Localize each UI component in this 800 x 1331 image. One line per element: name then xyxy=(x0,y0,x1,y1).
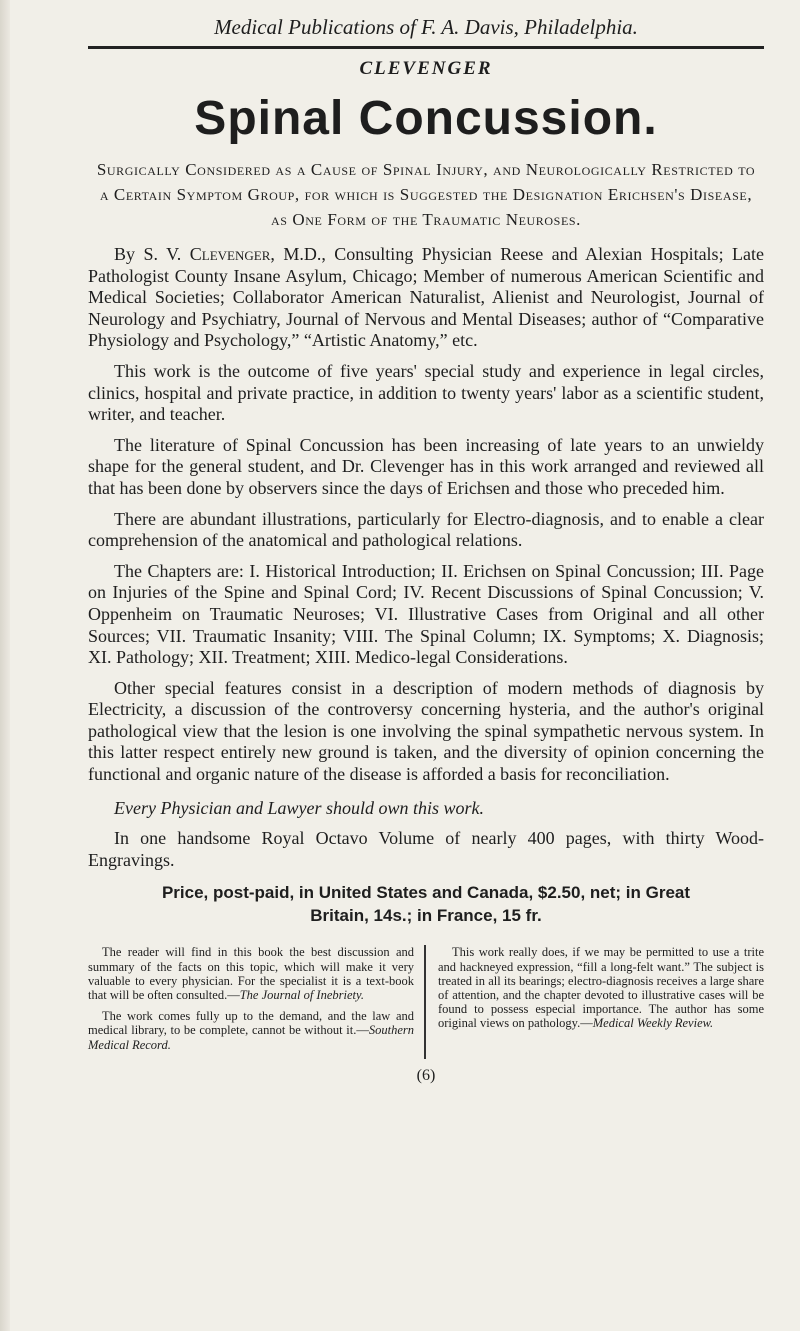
header-rule xyxy=(88,46,764,49)
recommendation-line: Every Physician and Lawyer should own this work. xyxy=(114,797,484,818)
review-source: Medical Weekly Review. xyxy=(592,1016,714,1031)
review-source: Southern Medical Record. xyxy=(88,1023,414,1052)
running-head: Medical Publications of F. A. Davis, Philadelphia. xyxy=(214,15,638,39)
review-source: The Journal of Inebriety. xyxy=(239,988,364,1003)
review-text: This work really does, if we may be permitted to use a trite and hackneyed expression, “fill a long-felt want.” The subject is treated in all its bearings; electro-diagnosis receives a large share of attention, and the chapter devoted to illustrative cases will be found to possess especial importance. The author has some original views on pathology.— xyxy=(438,945,764,1031)
byline-prefix: By S. V. xyxy=(114,244,190,264)
paragraph: This work is the outcome of five years' special study and experience in legal circles, clinics, hospital and private practice, in addition to twenty years' labor as a scientific student, writer, and teacher. xyxy=(88,360,764,425)
review-text: The reader will find in this book the best discussion and summary of the facts on this topic, which will make it very valuable to every physician. For the specialist it is a text-book that will be often consulted.— xyxy=(88,945,414,1003)
reviews-left-column xyxy=(88,945,426,1058)
author-heading: CLEVENGER xyxy=(359,58,493,79)
page-number: (6) xyxy=(416,1066,436,1084)
price-line: Price, post-paid, in United States and Canada, $2.50, net; in Great xyxy=(161,883,691,903)
byline-author: Clevenger xyxy=(189,244,271,264)
book-title: Spinal Concussion. xyxy=(194,92,658,145)
price-block xyxy=(88,881,764,927)
byline-credentials: , M.D., Consulting Physician Reese and Alexian Hospitals; Late Pathologist County Insane Asylum, Chicago; Member of numerous American Scientific and Medical Societies; Collaborator American Naturalist, Alienist and Neurologist, Journal of Neurology and Psychiatry, Journal of Nervous and Mental Diseases; author of “Comparative Physiology and Psychology,” “Artistic Anatomy,” etc. xyxy=(88,244,765,351)
page-binding-edge xyxy=(0,0,10,1331)
reviews-right-column xyxy=(426,945,764,1058)
description-body xyxy=(88,244,764,871)
review-quote xyxy=(88,945,414,1002)
review-quote xyxy=(88,1009,414,1052)
advertisement-page xyxy=(88,0,764,1085)
paragraph: There are abundant illustrations, particularly for Electro-diagnosis, and to enable a clear comprehension of the anatomical and pathological relations. xyxy=(88,508,764,551)
price-line: Britain, 14s.; in France, 15 fr. xyxy=(310,906,542,926)
book-subtitle: Surgically Considered as a Cause of Spinal Injury, and Neurologically Restricted to a Certain Symptom Group, for which is Suggested the Designation Erichsen's Disease, as One Form of the Traumatic Neuroses. xyxy=(96,160,756,229)
chapters-paragraph: The Chapters are: I. Historical Introduction; II. Erichsen on Spinal Concussion; III. Page on Injuries of the Spine and Spinal Cord; IV. Recent Discussions of Spinal Concussion; V. Oppenheim on Traumatic Neuroses; VI. Illustrative Cases from Original and all other Sources; VII. Traumatic Insanity; VIII. The Spinal Column; IX. Symptoms; X. Diagnosis; XI. Pathology; XII. Treatment; XIII. Medico-legal Considerations. xyxy=(88,560,764,668)
paragraph: Other special features consist in a description of modern methods of diagnosis by Electricity, a discussion of the controversy concerning hysteria, and the author's original pathological view that the lesion is one involving the spinal sympathetic nervous system. In this latter respect entirely new ground is taken, and the diversity of opinion concerning the functional and organic nature of the disease is afforded a basis for reconciliation. xyxy=(88,677,764,785)
press-reviews xyxy=(88,945,764,1058)
paragraph: The literature of Spinal Concussion has been increasing of late years to an unwieldy shape for the general student, and Dr. Clevenger has in this work arranged and reviewed all that has been done by observers since the days of Erichsen and those who preceded him. xyxy=(88,434,764,498)
byline xyxy=(88,244,764,352)
review-text: The work comes fully up to the demand, and the law and medical library, to be complete, cannot be without it.— xyxy=(88,1009,414,1038)
review-quote xyxy=(438,945,764,1030)
volume-description: In one handsome Royal Octavo Volume of nearly 400 pages, with thirty Wood-Engravings. xyxy=(88,828,764,870)
